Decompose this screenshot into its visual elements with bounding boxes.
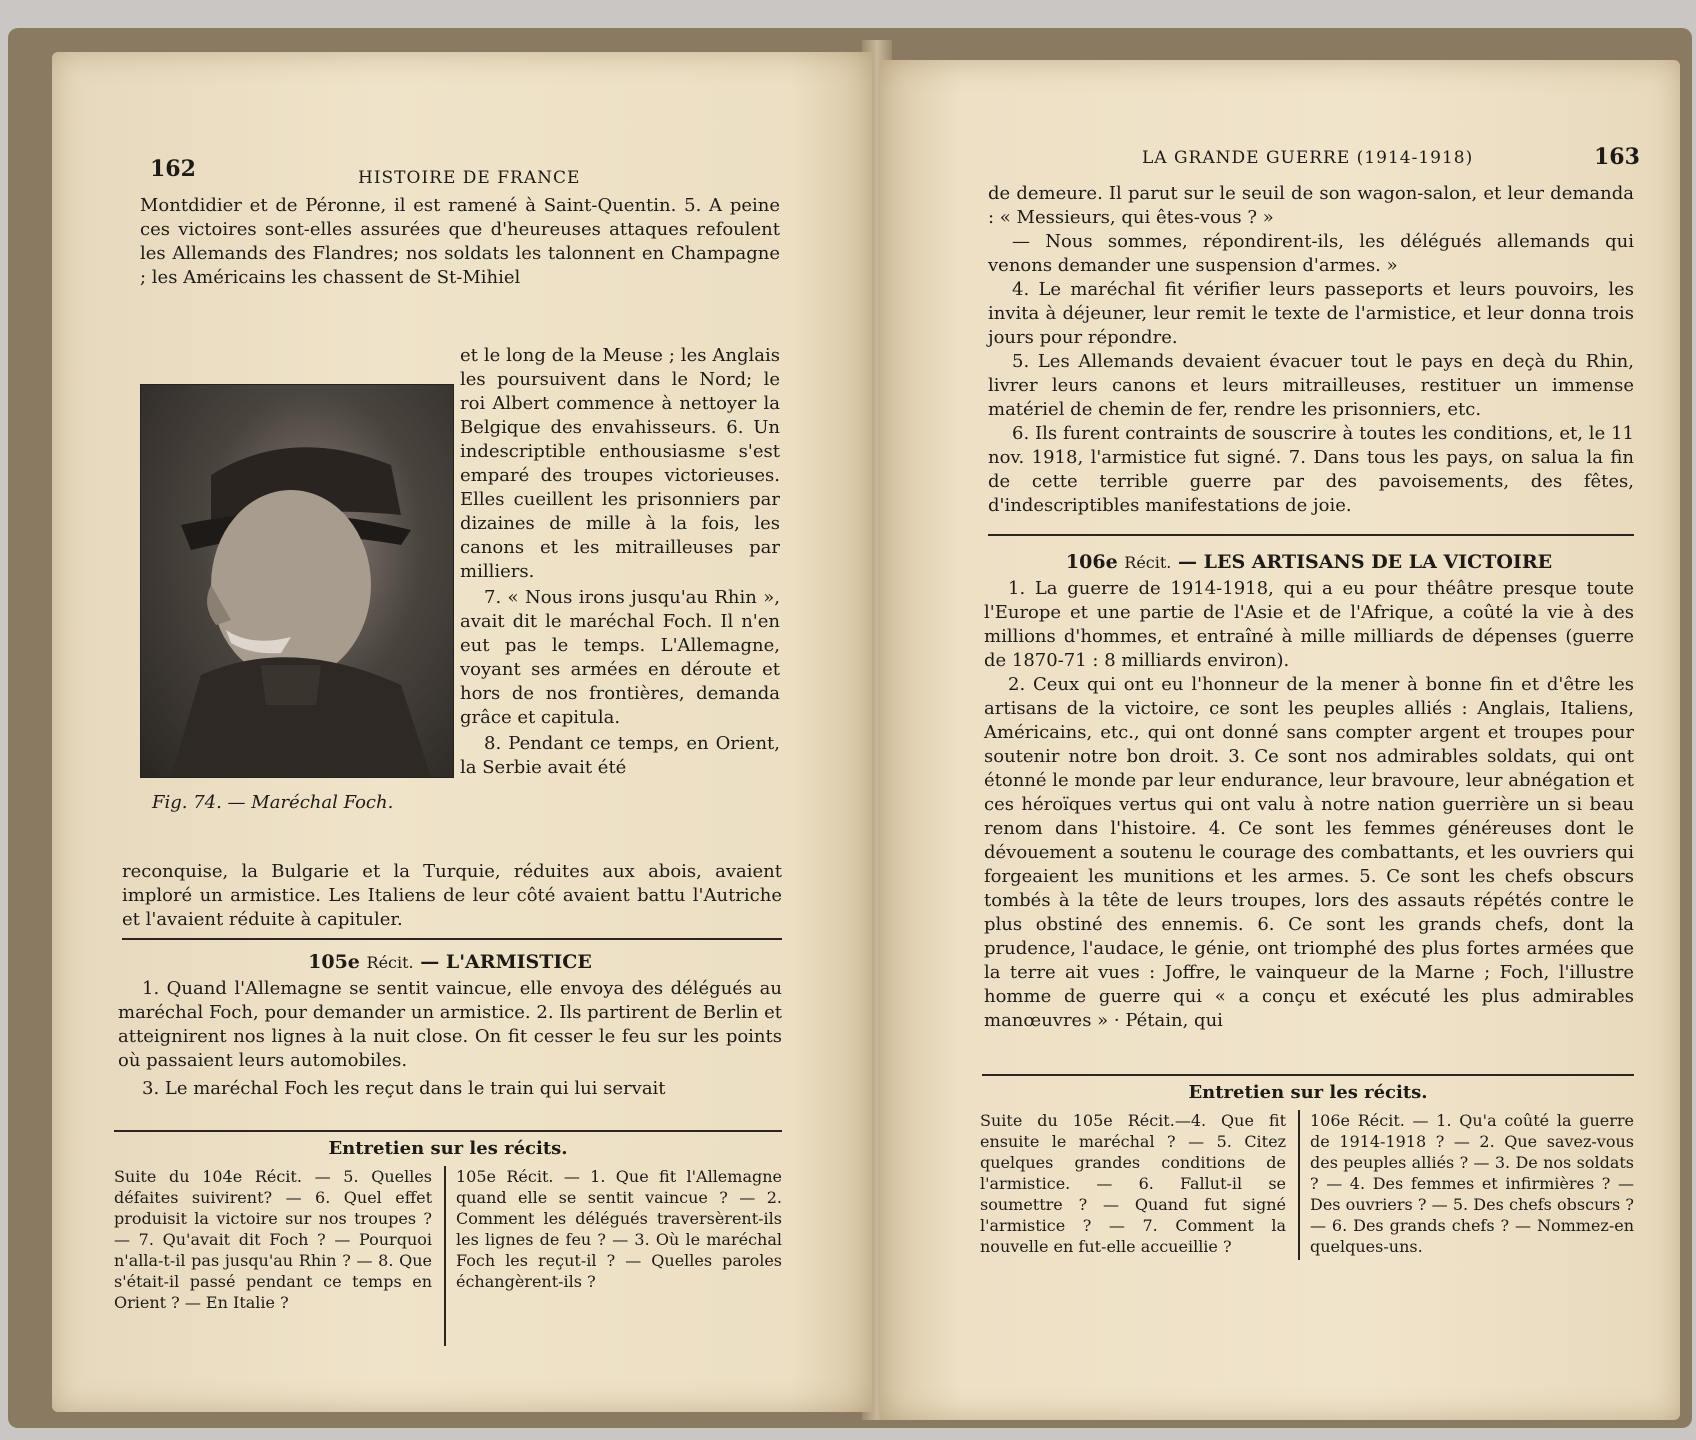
left-box-col2: 105e Récit. — 1. Que fit l'Allemagne quand elle se sentit vaincue ? — 2. Comment les délégués traversèrent-ils les lignes de feu ? — 3. Où le maréchal Foch les reçut-il ? — Quelles paroles échangèrent-ils ? <box>456 1167 782 1291</box>
section-106: 106e Récit. — LES ARTISANS DE LA VICTOIRE 1. La guerre de 1914-1918, qui a eu pour théâtre presque toute l'Europe et une partie de l'Asie et de l'Afrique, a coûté la vie à des millions d'hommes, et entraîné à mille milliards de dépenses (guerre de 1870-71 : 8 milliards environ). 2. Ceux qui ont eu l'honneur de la mener à bonne fin et d'être les artisans de la victoire, ce sont les peuples alliés : Anglais, Italiens, Américains, etc., qui ont donné sans compter argent et troupes pour soutenir notre bon droit. 3. Ce sont nos admirables soldats, qui ont étonné le monde par leur endurance, leur bravoure, leur abnégation et ces héroïques vertus qui ont valu à notre nation guerrière un si beau renom dans l'histoire. 4. Ce sont les femmes généreuses dont le dévouement a soutenu le courage des combattants, et les ouvriers qui forgeaient les munitions et les armes. 5. Ce sont les chefs obscurs tombés à la tête de leurs troupes, lors des assauts répétés contre le plus obstiné des ennemis. 6. Ce sont les grands chefs, dont la prudence, l'audace, le génie, ont triomphé des plus fortes armées que la terre ait vues : Joffre, le vainqueur de la Marne ; Foch, l'illustre homme de guerre qui « a conçu et exécuté les plus admirables manœuvres » · Pétain, qui <box>984 551 1634 1031</box>
left-page-number: 162 <box>150 156 196 182</box>
left-box-divider <box>444 1166 446 1346</box>
figure-caption: Fig. 74. — Maréchal Foch. <box>152 792 394 813</box>
right-page-number: 163 <box>1594 144 1640 170</box>
left-box-title: Entretien sur les récits. <box>328 1138 568 1159</box>
right-running-head: LA GRANDE GUERRE (1914-1918) <box>1142 148 1474 168</box>
right-rule-2 <box>982 1074 1634 1076</box>
right-box-title: Entretien sur les récits. <box>1188 1082 1428 1103</box>
section-105-heading: 105e Récit. — L'ARMISTICE <box>308 951 592 973</box>
right-top-text: de demeure. Il parut sur le seuil de son wagon-salon, et leur demanda : « Messieurs, qui êtes-vous ? » — Nous sommes, répondirent-ils, les délégués allemands qui venons demander une suspension d'armes. » 4. Le maréchal fit vérifier leurs passeports et leurs pouvoirs, les invita à déjeuner, leur remit le texte de l'armistice, et leur donna trois jours pour répondre. 5. Les Allemands devaient évacuer tout le pays en deçà du Rhin, livrer leurs canons et leurs mitrailleuses, restituer un immense matériel de chemin de fer, rendre les prisonniers, etc. 6. Ils furent contraints de souscrire à toutes les conditions, et, le 11 nov. 1918, l'armistice fut signé. 7. Dans tous les pays, on salua la fin de cette terrible guerre par des pavoisements, des fêtes, d'indescriptibles manifestations de joie. <box>988 183 1634 516</box>
right-box-col1: Suite du 105e Récit.—4. Que fit ensuite le maréchal ? — 5. Citez quelques grandes conditions de l'armistice. — 6. Fallut-il se soumettre ? — Quand fut signé l'armistice ? — 7. Comment la nouvelle en fut-elle accueillie ? <box>980 1111 1286 1256</box>
left-rule-2 <box>114 1130 782 1132</box>
section-106-heading: 106e Récit. — LES ARTISANS DE LA VICTOIRE <box>1065 551 1553 573</box>
left-page <box>52 52 872 1412</box>
foch-portrait <box>140 384 454 778</box>
right-box-col2: 106e Récit. — 1. Qu'a coûté la guerre de 1914-1918 ? — 2. Que savez-vous des peuples alliés ? — 3. De nos soldats ? — 4. Des femmes et infirmières ? — Des ouvriers ? — 5. Des chefs obscurs ? — 6. Des grands chefs ? — Nommez-en quelques-uns. <box>1310 1111 1634 1256</box>
left-box-col1: Suite du 104e Récit. — 5. Quelles défaites suivirent? — 6. Quel effet produisit la victoire sur nos troupes ? — 7. Qu'avait dit Foch ? — Pourquoi n'alla-t-il pas jusqu'au Rhin ? — 8. Que s'était-il passé pendant ce temps en Orient ? — En Italie ? <box>114 1167 432 1312</box>
right-box-divider <box>1298 1110 1300 1260</box>
portrait-figure <box>141 385 453 777</box>
left-rule-1 <box>122 938 782 940</box>
right-page <box>880 60 1680 1420</box>
right-rule-1 <box>988 534 1634 536</box>
left-para1-top: Montdidier et de Péronne, il est ramené à Saint-Quentin. 5. A peine ces victoires sont-elles assurées que d'heureuses attaques refoulent les Allemands des Flandres; nos soldats les talonnent en Champagne ; les Américains les chassent de St-Mihiel <box>140 195 780 288</box>
left-para8-rest: reconquise, la Bulgarie et la Turquie, réduites aux abois, avaient imploré un armistice. Les Italiens de leur côté avaient battu l'Autriche et l'avaient réduite à capituler. <box>122 861 782 930</box>
left-para1-wrap: et le long de la Meuse ; les Anglais les poursuivent dans le Nord; le roi Albert commence à nettoyer la Belgique des envahisseurs. 6. Un indescriptible enthousiasme s'est emparé des troupes victorieuses. Elles cueillent les prisonniers par dizaines de mille à la fois, les canons et les mitrailleuses par milliers. 7. « Nous irons jusqu'au Rhin », avait dit le maréchal Foch. Il n'en eut pas le temps. L'Allemagne, voyant ses armées en déroute et hors de nos frontières, demanda grâce et capitula. 8. Pendant ce temps, en Orient, la Serbie avait été <box>460 345 780 778</box>
left-running-head: HISTOIRE DE FRANCE <box>358 168 581 188</box>
section-105: 105e Récit. — L'ARMISTICE 1. Quand l'Allemagne se sentit vaincue, elle envoya des délégués au maréchal Foch, pour demander un armistice. 2. Ils partirent de Berlin et atteignirent nos lignes à la nuit close. On fit cesser le feu sur les points où passaient leurs automobiles. 3. Le maréchal Foch les reçut dans le train qui lui servait <box>118 951 782 1099</box>
